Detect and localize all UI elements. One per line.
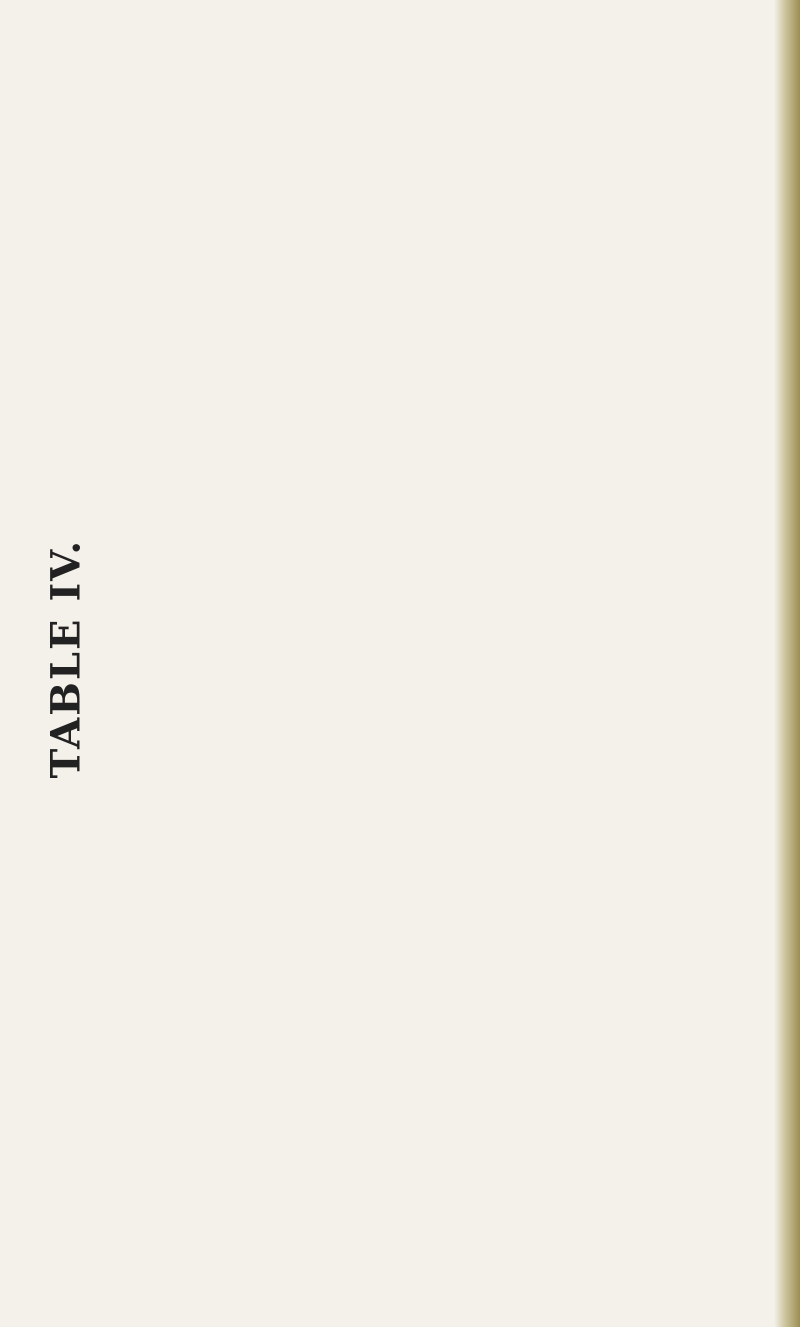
page-title: TABLE IV.	[42, 538, 90, 779]
rotated-table-container	[130, 0, 770, 1327]
page-edge	[774, 0, 800, 1327]
